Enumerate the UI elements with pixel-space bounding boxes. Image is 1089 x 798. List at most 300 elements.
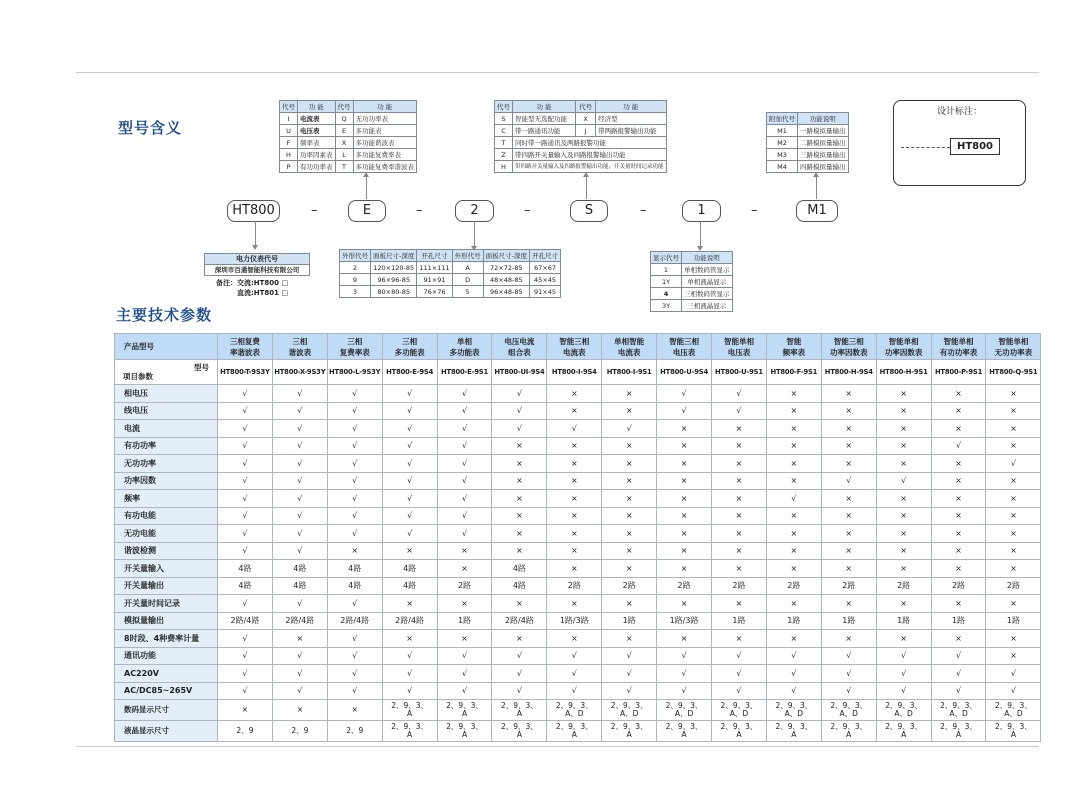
- param-value: ×: [986, 525, 1041, 543]
- param-row: [115, 507, 1041, 525]
- function-table-header: 功 能: [298, 101, 336, 113]
- param-value: √: [547, 420, 602, 438]
- param-value: √: [986, 665, 1041, 683]
- param-value: √: [272, 455, 327, 473]
- param-label: 液晶显示尺寸: [115, 721, 218, 742]
- size-table-cell: D: [452, 274, 483, 286]
- param-value: ×: [766, 525, 821, 543]
- size-table-cell: 96×96-85: [371, 274, 417, 286]
- product-name-line: 功率因数表: [884, 347, 923, 357]
- function-table-cell: T: [335, 161, 353, 173]
- param-value-line: A: [461, 730, 468, 739]
- function-table-cell: 有功功率表: [298, 161, 336, 173]
- model-box-size: 2: [455, 200, 494, 222]
- product-name-line: 单相: [457, 336, 472, 346]
- param-value: 4路: [218, 560, 273, 578]
- param-value: 2路: [766, 577, 821, 595]
- company-name: 深圳市百通智能科技有限公司: [204, 265, 310, 276]
- param-value: ×: [712, 560, 767, 578]
- param-value: ×: [986, 595, 1041, 613]
- param-value: 4路: [492, 560, 547, 578]
- param-value-line: ×: [241, 705, 249, 714]
- param-row: [115, 665, 1041, 683]
- connector-ext-arrow: [583, 172, 589, 177]
- param-row: [115, 542, 1041, 560]
- display-table-cell: 4: [651, 288, 682, 300]
- param-value: √: [382, 490, 437, 508]
- model-dash: –: [416, 203, 423, 218]
- function-table-row: [280, 113, 417, 125]
- param-value: ×: [986, 437, 1041, 455]
- param-value: ×: [712, 507, 767, 525]
- product-name-line: 无功功率表: [994, 347, 1033, 357]
- param-value: ×: [657, 560, 712, 578]
- param-value: 2路: [821, 577, 876, 595]
- param-value: [382, 700, 437, 721]
- connector-company: [255, 221, 256, 247]
- param-value: ×: [602, 507, 657, 525]
- param-value: ×: [986, 385, 1041, 403]
- param-value: [821, 700, 876, 721]
- display-table-cell: 3Y: [651, 300, 682, 312]
- param-value-line: A: [516, 709, 522, 718]
- param-value-line: 2、9、3、: [665, 722, 703, 731]
- param-value: ×: [492, 630, 547, 648]
- size-table-header-row: [340, 250, 561, 262]
- connector-func: [366, 174, 367, 199]
- param-value: √: [218, 682, 273, 700]
- param-value-line: 2、9、3、: [885, 722, 923, 731]
- param-value: √: [382, 472, 437, 490]
- param-value: [547, 721, 602, 742]
- size-table-row: [340, 286, 561, 298]
- param-value-line: 2、9、3、: [995, 701, 1032, 710]
- param-value: √: [876, 665, 931, 683]
- function-table-cell: P: [280, 161, 298, 173]
- param-value: ×: [821, 560, 876, 578]
- param-value: ×: [931, 420, 986, 438]
- param-value-line: 2、9、3、: [720, 701, 758, 710]
- param-value: √: [218, 595, 273, 613]
- param-value-line: A: [791, 730, 797, 739]
- param-value: ×: [492, 595, 547, 613]
- param-value: ×: [712, 595, 767, 613]
- function-table-header: 代号: [280, 101, 298, 113]
- param-value: ×: [547, 490, 602, 508]
- param-value-line: 2、9、3、: [665, 701, 703, 710]
- param-value: ×: [931, 490, 986, 508]
- param-value: √: [272, 402, 327, 420]
- param-row: [115, 700, 1041, 721]
- size-table-cell: 72×72-85: [483, 262, 529, 274]
- param-value: √: [437, 472, 492, 490]
- param-value: √: [602, 682, 657, 700]
- param-value: ×: [547, 437, 602, 455]
- param-value: 2路/4路: [492, 612, 547, 630]
- param-value: 1路: [712, 612, 767, 630]
- param-value: √: [437, 665, 492, 683]
- param-value: [492, 721, 547, 742]
- param-value: ×: [492, 542, 547, 560]
- param-value: ×: [602, 542, 657, 560]
- model-dash: –: [311, 203, 318, 218]
- product-name-line: 智能单相: [943, 336, 974, 346]
- param-value: ×: [657, 525, 712, 543]
- param-row: [115, 437, 1041, 455]
- param-value: [931, 700, 986, 721]
- param-value-line: 2、9: [291, 726, 309, 735]
- param-value: √: [272, 472, 327, 490]
- param-value: √: [657, 682, 712, 700]
- param-value-line: A: [846, 730, 852, 739]
- design-note-leader: [901, 147, 950, 149]
- display-table-header: 显示代号: [651, 252, 682, 264]
- param-value: [657, 700, 712, 721]
- param-row: [115, 385, 1041, 403]
- param-value: ×: [931, 595, 986, 613]
- param-value: √: [657, 647, 712, 665]
- param-value-line: ×: [296, 705, 303, 714]
- function-table-cell: U: [280, 125, 298, 137]
- param-value: √: [327, 525, 382, 543]
- param-value: 2路/4路: [272, 612, 327, 630]
- param-value: √: [437, 490, 492, 508]
- param-value: √: [602, 647, 657, 665]
- param-value: ×: [437, 630, 492, 648]
- param-value-line: A: [1010, 730, 1016, 739]
- param-value: √: [492, 385, 547, 403]
- product-name: [821, 334, 876, 360]
- param-value-line: A: [571, 730, 577, 739]
- param-value: [327, 700, 382, 721]
- param-value: √: [437, 647, 492, 665]
- connector-analog-arrow: [813, 172, 819, 177]
- param-row: [115, 402, 1041, 420]
- top-rule: [76, 72, 1039, 73]
- param-value: √: [327, 647, 382, 665]
- extended-function-table: [494, 100, 667, 173]
- param-value: √: [327, 437, 382, 455]
- param-value: [602, 700, 657, 721]
- param-value: ×: [327, 542, 382, 560]
- param-value: ×: [821, 402, 876, 420]
- param-value-line: 2、9、3、: [555, 701, 593, 710]
- function-table-cell: Q: [335, 113, 353, 125]
- param-value-line: A: [681, 730, 687, 739]
- param-value: ×: [547, 630, 602, 648]
- param-value: √: [272, 682, 327, 700]
- param-label: 开关量时间记录: [115, 595, 218, 613]
- param-value-line: 2、9、3、: [940, 701, 977, 710]
- param-label: AC220V: [115, 665, 218, 683]
- param-value: ×: [657, 507, 712, 525]
- function-table-cell: E: [335, 125, 353, 137]
- param-value: [272, 700, 327, 721]
- param-value: √: [327, 420, 382, 438]
- size-table-header: 开孔尺寸: [417, 250, 452, 262]
- display-table-cell: 单相数码管显示: [682, 264, 733, 276]
- size-table-cell: 80×80-85: [371, 286, 417, 298]
- param-value-line: A、D: [674, 709, 694, 718]
- connector-analog: [816, 174, 817, 199]
- param-value: [712, 700, 767, 721]
- function-table-cell: F: [280, 137, 298, 149]
- param-value: √: [218, 385, 273, 403]
- param-value: 4路: [272, 560, 327, 578]
- param-value: √: [657, 385, 712, 403]
- param-row: [115, 721, 1041, 742]
- param-value: √: [437, 525, 492, 543]
- model-box-ht800: HT800: [227, 200, 280, 222]
- param-value: ×: [876, 420, 931, 438]
- param-value: [876, 700, 931, 721]
- product-name-line: 功率因数表: [829, 347, 868, 357]
- param-value: √: [986, 682, 1041, 700]
- param-value: [218, 721, 273, 742]
- analog-table-header-row: [767, 113, 849, 125]
- connector-display: [700, 221, 701, 248]
- param-value: ×: [986, 507, 1041, 525]
- param-value: 4路: [272, 577, 327, 595]
- param-value: 1路: [602, 612, 657, 630]
- param-value: √: [382, 665, 437, 683]
- analog-table-row: [767, 149, 849, 161]
- param-value-line: 2、9、3、: [830, 722, 868, 731]
- model-code: HT800-H-9S4: [821, 360, 876, 385]
- function-table-cell: 电压表: [298, 125, 336, 137]
- param-value: ×: [712, 437, 767, 455]
- param-value: 2路: [986, 577, 1041, 595]
- product-name-line: 智能单相: [723, 336, 754, 346]
- model-code: HT800-H-9S1: [876, 360, 931, 385]
- extension-table-cell: J: [576, 125, 596, 137]
- company-note-ac: 交流:HT800 □: [237, 279, 289, 287]
- param-value: 2路: [712, 577, 767, 595]
- param-value: √: [382, 455, 437, 473]
- param-value: √: [437, 437, 492, 455]
- analog-table-cell: 二路模拟量输出: [798, 137, 849, 149]
- param-value: [876, 721, 931, 742]
- param-value: [766, 721, 821, 742]
- param-row: [115, 595, 1041, 613]
- param-value: ×: [547, 595, 602, 613]
- param-value: ×: [766, 595, 821, 613]
- param-value: 1路/3路: [657, 612, 712, 630]
- param-value: √: [218, 665, 273, 683]
- param-label: 数码显示尺寸: [115, 700, 218, 721]
- param-value: ×: [876, 385, 931, 403]
- product-name-line: 频率表: [782, 347, 806, 357]
- analog-output-table: [766, 112, 849, 173]
- param-value: √: [218, 455, 273, 473]
- product-name: [547, 334, 602, 360]
- model-code: HT800-I-9S1: [602, 360, 657, 385]
- model-box-analog: M1: [796, 200, 838, 222]
- param-value: ×: [602, 630, 657, 648]
- param-value: √: [876, 682, 931, 700]
- param-value: 1路: [876, 612, 931, 630]
- param-value: √: [272, 507, 327, 525]
- param-value: ×: [492, 437, 547, 455]
- display-table-cell: 1: [651, 264, 682, 276]
- extension-table-row: [495, 161, 667, 173]
- param-value: ×: [492, 472, 547, 490]
- param-value: √: [876, 647, 931, 665]
- param-value: 4路: [382, 560, 437, 578]
- model-code: HT800-E-9S4: [382, 360, 437, 385]
- size-table-cell: 111×111: [417, 262, 452, 274]
- param-row: [115, 472, 1041, 490]
- product-name-line: 电压电流: [504, 336, 535, 346]
- param-value: ×: [766, 455, 821, 473]
- param-value: √: [931, 665, 986, 683]
- param-value-line: 2、9: [346, 726, 364, 735]
- size-table-cell: 120×120-85: [371, 262, 417, 274]
- param-value: √: [327, 402, 382, 420]
- param-value: √: [218, 647, 273, 665]
- param-value: ×: [986, 560, 1041, 578]
- param-value: ×: [986, 630, 1041, 648]
- extension-table-cell: 带四路开关量输入及四路报警输出功能: [513, 149, 667, 161]
- param-value: ×: [602, 595, 657, 613]
- param-label: 电流: [115, 420, 218, 438]
- param-value: 4路: [327, 577, 382, 595]
- param-value: ×: [272, 630, 327, 648]
- param-value-line: 2、9、3、: [720, 722, 758, 731]
- param-value: ×: [712, 525, 767, 543]
- param-row: [115, 560, 1041, 578]
- size-table-cell: 3: [340, 286, 371, 298]
- param-value: √: [766, 682, 821, 700]
- param-value: √: [382, 402, 437, 420]
- param-value: ×: [602, 525, 657, 543]
- param-value: 1路: [986, 612, 1041, 630]
- param-label: 相电压: [115, 385, 218, 403]
- model-box-extension: S: [570, 200, 608, 222]
- param-row: [115, 612, 1041, 630]
- product-name-line: 谐波表: [288, 347, 312, 357]
- analog-table-cell: 三路模拟量输出: [798, 149, 849, 161]
- param-value: √: [327, 665, 382, 683]
- extension-table-cell: 带两路报警输出功能: [596, 125, 666, 137]
- item-label: 项目参数: [123, 372, 153, 381]
- function-table-cell: 多功能表: [353, 125, 417, 137]
- param-value: √: [821, 682, 876, 700]
- product-name-line: 组合表: [508, 347, 531, 357]
- param-value: ×: [602, 560, 657, 578]
- connector-size: [474, 221, 475, 248]
- param-value: √: [327, 595, 382, 613]
- param-value: ×: [876, 525, 931, 543]
- param-value: ×: [602, 455, 657, 473]
- param-value: √: [437, 455, 492, 473]
- param-value: √: [272, 437, 327, 455]
- product-name-line: 有功功率表: [939, 347, 978, 357]
- tech-params-table: [114, 333, 1041, 742]
- display-table-cell: 单相液晶显示: [682, 276, 733, 288]
- param-value: ×: [986, 490, 1041, 508]
- product-name-line: 电压表: [672, 347, 696, 357]
- param-value-line: 2、9: [236, 726, 254, 735]
- param-value: √: [437, 402, 492, 420]
- size-table-cell: A: [452, 262, 483, 274]
- product-name-line: 三相: [347, 336, 363, 346]
- param-value-line: A: [461, 709, 468, 718]
- extension-table-header: 代号: [576, 101, 596, 113]
- product-name-line: 三相: [402, 336, 418, 346]
- extension-table-cell: 智能型无选配功能: [513, 113, 576, 125]
- param-value: √: [492, 420, 547, 438]
- param-value: ×: [766, 507, 821, 525]
- extension-table-row: [495, 137, 667, 149]
- function-table-header: 代号: [335, 101, 353, 113]
- param-value: ×: [547, 507, 602, 525]
- param-value: ×: [931, 385, 986, 403]
- param-value-line: A、D: [565, 709, 584, 718]
- model-box-function: E: [348, 200, 386, 222]
- param-value-line: 2、9、3、: [555, 722, 593, 731]
- model-dash: –: [640, 203, 647, 218]
- param-value-line: 2、9、3、: [391, 722, 429, 731]
- analog-table-row: [767, 161, 849, 173]
- param-value-line: 2、9、3、: [775, 722, 813, 731]
- product-name: [327, 334, 382, 360]
- function-table-header-row: [280, 101, 417, 113]
- size-table-cell: 5: [452, 286, 483, 298]
- param-value: ×: [986, 402, 1041, 420]
- param-value: [437, 721, 492, 742]
- param-value: ×: [766, 560, 821, 578]
- param-value: ×: [876, 490, 931, 508]
- param-value-line: 2、9、3、: [775, 701, 813, 710]
- param-value-line: A、D: [729, 709, 749, 718]
- param-value: √: [712, 682, 767, 700]
- param-value: [547, 700, 602, 721]
- param-value: ×: [712, 420, 767, 438]
- param-value: √: [327, 472, 382, 490]
- param-value: √: [602, 665, 657, 683]
- param-value: [218, 700, 273, 721]
- company-note-dc: 直流:HT801 □: [237, 289, 289, 297]
- param-value: 2路: [657, 577, 712, 595]
- tech-params-head: [115, 334, 1041, 385]
- param-value: √: [602, 420, 657, 438]
- param-value-line: 2、9、3、: [940, 722, 977, 731]
- param-value: [986, 721, 1041, 742]
- extension-table-header-row: [495, 101, 667, 113]
- param-value: √: [218, 507, 273, 525]
- param-value-line: 2、9、3、: [391, 701, 429, 710]
- param-label: 开关量输出: [115, 577, 218, 595]
- product-name-line: 多功能表: [394, 347, 425, 357]
- param-value-line: A: [407, 730, 413, 739]
- display-table-row: [651, 276, 733, 288]
- extension-table-cell: 同时带一路通讯及两路报警功能: [513, 137, 667, 149]
- param-value: √: [218, 437, 273, 455]
- param-value: 2路: [547, 577, 602, 595]
- param-value: [657, 721, 712, 742]
- param-value-line: A、D: [894, 709, 913, 718]
- param-value: [931, 721, 986, 742]
- param-value: ×: [821, 525, 876, 543]
- param-value: ×: [602, 472, 657, 490]
- extension-table-cell: 带四路开关量输入及四路报警输出功能，开关量时间记录功能: [513, 161, 667, 173]
- param-value: [492, 700, 547, 721]
- product-name: [218, 334, 273, 360]
- param-value: ×: [437, 595, 492, 613]
- product-name: [712, 334, 767, 360]
- param-value-line: A、D: [784, 709, 804, 718]
